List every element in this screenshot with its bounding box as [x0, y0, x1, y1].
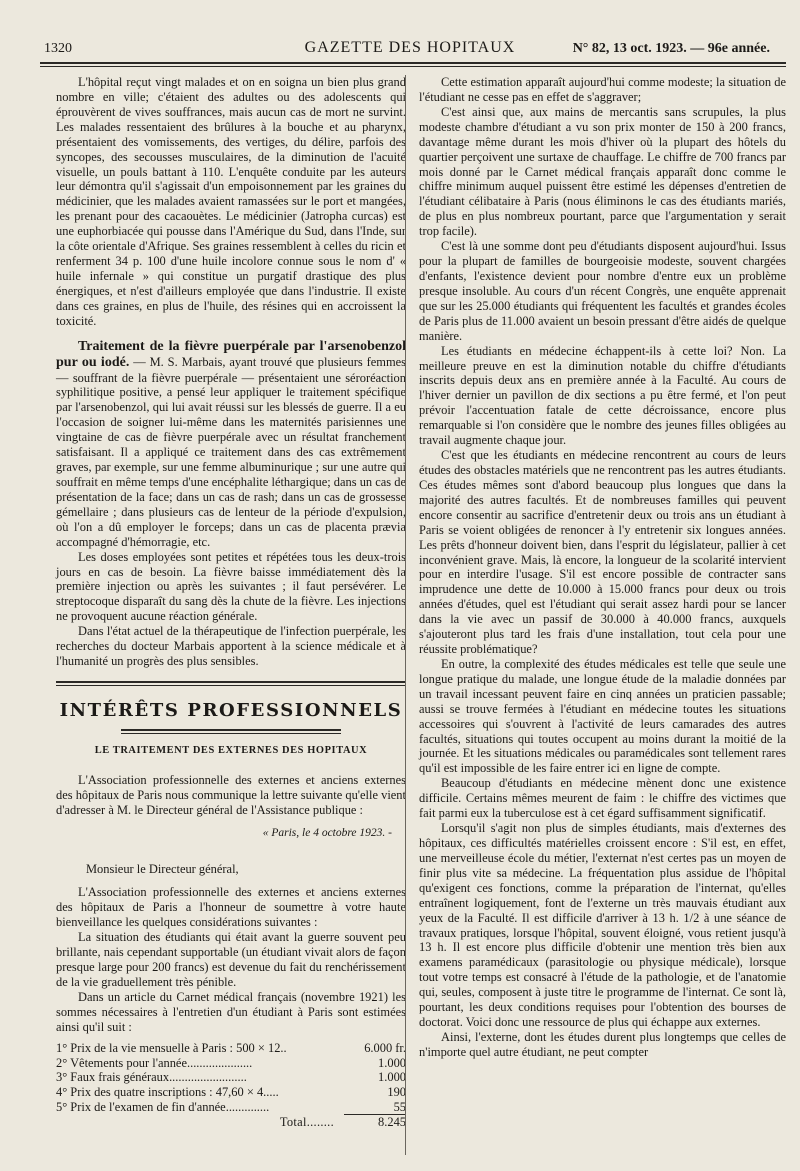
paragraph: Beaucoup d'étudiants en médecine mènent donc une existence difficile. Certains mêmes meurent de faim : le chiffre des victimes que fait parmi eux la tuberculose est à cet égard suffisamment significatif. [419, 776, 786, 821]
budget-row [56, 1085, 406, 1100]
page-number: 1320 [44, 41, 72, 56]
right-column [419, 75, 786, 1060]
budget-value: 6.000 fr. [364, 1040, 406, 1055]
paragraph: L'hôpital reçut vingt malades et on en soigna un bien plus grand nombre en ville; c'étaient des adultes ou des adolescents qui éprouvèrent de vives souffrances, mais aucun cas de mort ne survint. Les malades ressentaient des brûlures à la bouche et au pharynx, présentaient des vomissements, des vertiges, du délire, parfois des syncopes, des secousses musculaires, de la diminution de l'acuité visuelle, un pouls battant à 110. L'enquête conduite par les auteurs leur démontra qu'il s'agissait d'un empoisonnement par les graines du médicinier, que les malades avaient ramassées sur le port et mangées, les prenant pour des cacaouètes. Le médicinier (Jatropha curcas) est une euphorbiacée qui pousse dans l'Amérique du Sud, dans l'Inde, sur la côte orientale d'Afrique. Ses graines ressemblent à celles du ricin et renferment 34 p. 100 d'une huile incolore connue sous le nom d' « huile infernale » qui constitue un purgatif drastique des plus énergiques, et n'est d'ailleurs employée que dans l'industrie. Il existe dans ces graines, en plus de l'huile, des résines qui en accroissent la toxicité. [56, 75, 406, 328]
paragraph: Lorsqu'il s'agit non plus de simples étudiants, mais d'externes des hôpitaux, ces difficultés matérielles croissent encore : S'il est, en effet, une merveilleuse école du métier, l'externat n'est certes pas un moyen de finir plus vite sa médecine. La fréquentation plus assidue de l'hôpital qu'exigent ces fonctions, comme la préparation de l'internat, qu'elles entraînent logiquement, font de l'externe un très mauvais étudiant aux yeux de la Faculté. Il est difficile d'arriver à 13 h. 1/2 à une séance de travaux pratiques, lorsque l'hôpital, souvent éloigné, vous retient jusqu'à 13 h. Il est encore plus difficile d'obtenir une mention très bien aux examens paramédicaux (parasitologie ou physique médicale), lorsque tout votre temps est consacré à l'étude de la pathologie, et de l'anatomie qui, seules, composent à juste titre le programme de l'internat. Ce sont là, pourtant, les deux conditions requises pour l'obtention des bourses de doctorat. Voici donc une ressource de plus qui échappe aux externes. [419, 821, 786, 1030]
budget-row [56, 1041, 406, 1056]
column-divider [405, 75, 406, 1155]
budget-value: 1.000 [378, 1055, 406, 1070]
paragraph: Les étudiants en médecine échappent-ils à cette loi? Non. La meilleure preuve en est la diminution notable du chiffre d'étudiants inscrits depuis deux ans en première année à la Faculté. Au cours de l'hiver dernier un pavillon de dix sections a pu être fermé, et l'on peut prévoir l'accentuation fatale de cette décroissance, encore plus remarquable si l'on considère que le nombre des jeunes filles obligées au travail augmente chaque jour. [419, 343, 786, 448]
budget-value: 1.000 [378, 1070, 406, 1085]
budget-row [56, 1070, 406, 1085]
header-rule [40, 62, 786, 67]
paragraph [56, 339, 406, 550]
budget-label: 3° Faux frais généraux......................... [56, 1070, 247, 1085]
paragraph: En outre, la complexité des études médicales est telle que seule une longue pratique du malade, une longue étude de la maladie données par un travail incessant peuvent faire en cinq années un praticien passable; aussi se trouve fermées à l'étudiant en médecine toutes les situations accessoires qui s'ouvrent à l'activité de leurs camarades des autres facultés, situations qui toutes occupent au moins durant la moitié de la journée. Et les situations médicales ou paramédicales sont tellement rares qu'il est impossible de les faire entrer ici en ligne de compte. [419, 656, 786, 776]
section-separator [56, 681, 406, 686]
budget-value: 190 [387, 1085, 406, 1100]
budget-value: 55 [344, 1100, 406, 1115]
paragraph: La situation des étudiants qui était avant la guerre souvent peu brillante, nais cependant supportable (un étudiant vivait alors de façon presque large pour 200 francs) est devenue du fait du renchérissement de la vie graduellement très pénible. [56, 930, 406, 989]
budget-total-label: Total........ [279, 1115, 334, 1130]
paragraph: Dans l'état actuel de la thérapeutique de l'infection puerpérale, les recherches du docteur Marbais apportent à la science médicale et à l'humanité un progrès des plus sensibles. [56, 624, 406, 669]
article-heading: Traitement de la fièvre puerpérale par l'arsenobenzol pur ou iodé. [56, 338, 406, 370]
issue-info: N° 82, 13 oct. 1923. — 96e année. [572, 41, 770, 56]
budget-label: 4° Prix des quatre inscriptions : 47,60 × 4..... [56, 1085, 279, 1100]
budget-label: 2° Vêtements pour l'année..................... [56, 1055, 253, 1070]
paragraph: C'est que les étudiants en médecine rencontrent au cours de leurs études des obstacles matériels que ne rencontrent pas les autres étudiants. Ces études mêmes sont d'abord beaucoup plus longues que dans la majorité des autres facultés. Et de nombreuses familles qui peuvent encore consentir au sacrifice d'entretenir deux ou trois ans un étudiant à Paris se voient obligées de renoncer à l'y entretenir six longues années. Les prêts d'honneur doivent bien, dans l'esprit du législateur, pallier à cet inconvénient grave. Mais, là encore, la longueur de la scolarité intervient pour en interdire l'usage. S'il est encore possible de contracter sans imprudence une dette de 10.000 à 15.000 francs pour deux ou trois années d'études, quel est l'étudiant qui serait assez hardi pour se lancer dans la vie avec un passif de 30.000 à 40.000 francs, auxquels s'ajouteront plus tard les frais d'une installation, tout cela pour une réussite problématique? [419, 448, 786, 657]
section-title: INTÉRÊTS PROFESSIONNELS [59, 699, 403, 721]
paragraph: L'Association professionnelle des externes et anciens externes des hôpitaux de Paris a l'honneur de soumettre à votre haute bienveillance les quelques considérations suivantes : [56, 885, 406, 930]
budget-total-row [56, 1115, 406, 1130]
budget-label: 1° Prix de la vie mensuelle à Paris : 500 × 12.. [56, 1040, 287, 1055]
budget-table [56, 1041, 406, 1130]
paragraph: Les doses employées sont petites et répétées tous les deux-trois jours en cas de besoin. La fièvre baisse immédiatement dès la première injection ou après les suivantes ; il faut persévérer. Le streptocoque disparaît du sang dès la chute de la fièvre. Les injections ne provoquent aucune réaction générale. [56, 549, 406, 624]
journal-title: GAZETTE DES HOPITAUX [304, 39, 516, 56]
budget-row [56, 1056, 406, 1071]
paragraph: C'est ainsi que, aux mains de mercantis sans scrupules, la plus modeste chambre d'étudiant a vu son prix monter de 150 à 200 francs, davantage même durant les mois d'hiver où la plupart des hôtels du quartier perçoivent une surtaxe de chauffage. Le chiffre de 700 francs par mois donné par le Carnet médical français apparaît donc comme le chiffre minimum auquel puissent être estimé les dépenses d'entretien de l'étudiant célibataire à Paris (nous éliminons le cas des étudiants mariés, de plus en plus nombreux pourtant, parce que l'argumentation y serait trop facile). [419, 104, 786, 239]
budget-row [56, 1100, 406, 1115]
paragraph: Dans un article du Carnet médical français (novembre 1921) les sommes nécessaires à l'entretien d'un étudiant à Paris sont estimées ainsi qu'il suit : [56, 989, 406, 1034]
letter-date: « Paris, le 4 octobre 1923. - [262, 826, 392, 839]
section-rule [121, 729, 341, 734]
paragraph: Cette estimation apparaît aujourd'hui comme modeste; la situation de l'étudiant ne cesse pas en effet de s'aggraver; [419, 75, 786, 104]
running-header [40, 33, 780, 63]
budget-total-value: 8.245 [378, 1115, 406, 1130]
budget-label: 5° Prix de l'examen de fin d'année.............. [56, 1100, 270, 1115]
paragraph: Ainsi, l'externe, dont les études durent plus longtemps que celles de n'importe quel autre étudiant, ne peut compter [419, 1030, 786, 1059]
paragraph: L'Association professionnelle des externes et anciens externes des hôpitaux de Paris nous communique la lettre suivante qu'elle vient d'adresser à M. le Directeur général de l'Assistance publique : [56, 772, 406, 817]
left-column [56, 75, 406, 1130]
paragraph-text: — M. S. Marbais, ayant trouvé que plusieurs femmes — souffrant de la fièvre puerpérale — présentaient une séroréaction syphilitique positive, a pensé leur appliquer le traitement spécifique par l'arsenobenzol, qui lui avait réussi sur les blessés de guerre. Il a eu l'occasion de soigner lui-même dans les maternités parisiennes une vingtaine de cas de fièvre puerpérale avec un résultat franchement satisfaisant. Il a appliqué ce traitement dans des cas extrêmement graves, par exemple, sur une femme albuminurique ; sur une autre qui souffrait en même temps d'une encéphalite léthargique; dans un cas de présentation de la face; dans un cas de rash; dans un cas de grossesse gémellaire ; dans plusieurs cas de lenteur de la période d'expulsion, où l'on a dû employer le forceps; dans un cas de placenta prævia accompagné d'hémorragie, etc. [56, 354, 406, 549]
paragraph: C'est là une somme dont peu d'étudiants disposent aujourd'hui. Issus pour la plupart de familles de bourgeoisie modeste, souvent chargées d'enfants, l'existence devient pour nombre d'entre eux un problème presque insoluble. Au cours d'un récent Congrès, une enquête apprenait que sur les 25.000 étudiants qui fréquentent les facultés et grandes écoles de Paris plus de 11.000 avaient un besoin pressant d'être aidés de quelque manière. [419, 239, 786, 343]
article-subheading: LE TRAITEMENT DES EXTERNES DES HOPITAUX [94, 744, 368, 756]
letter-salutation: Monsieur le Directeur général, [86, 862, 239, 877]
